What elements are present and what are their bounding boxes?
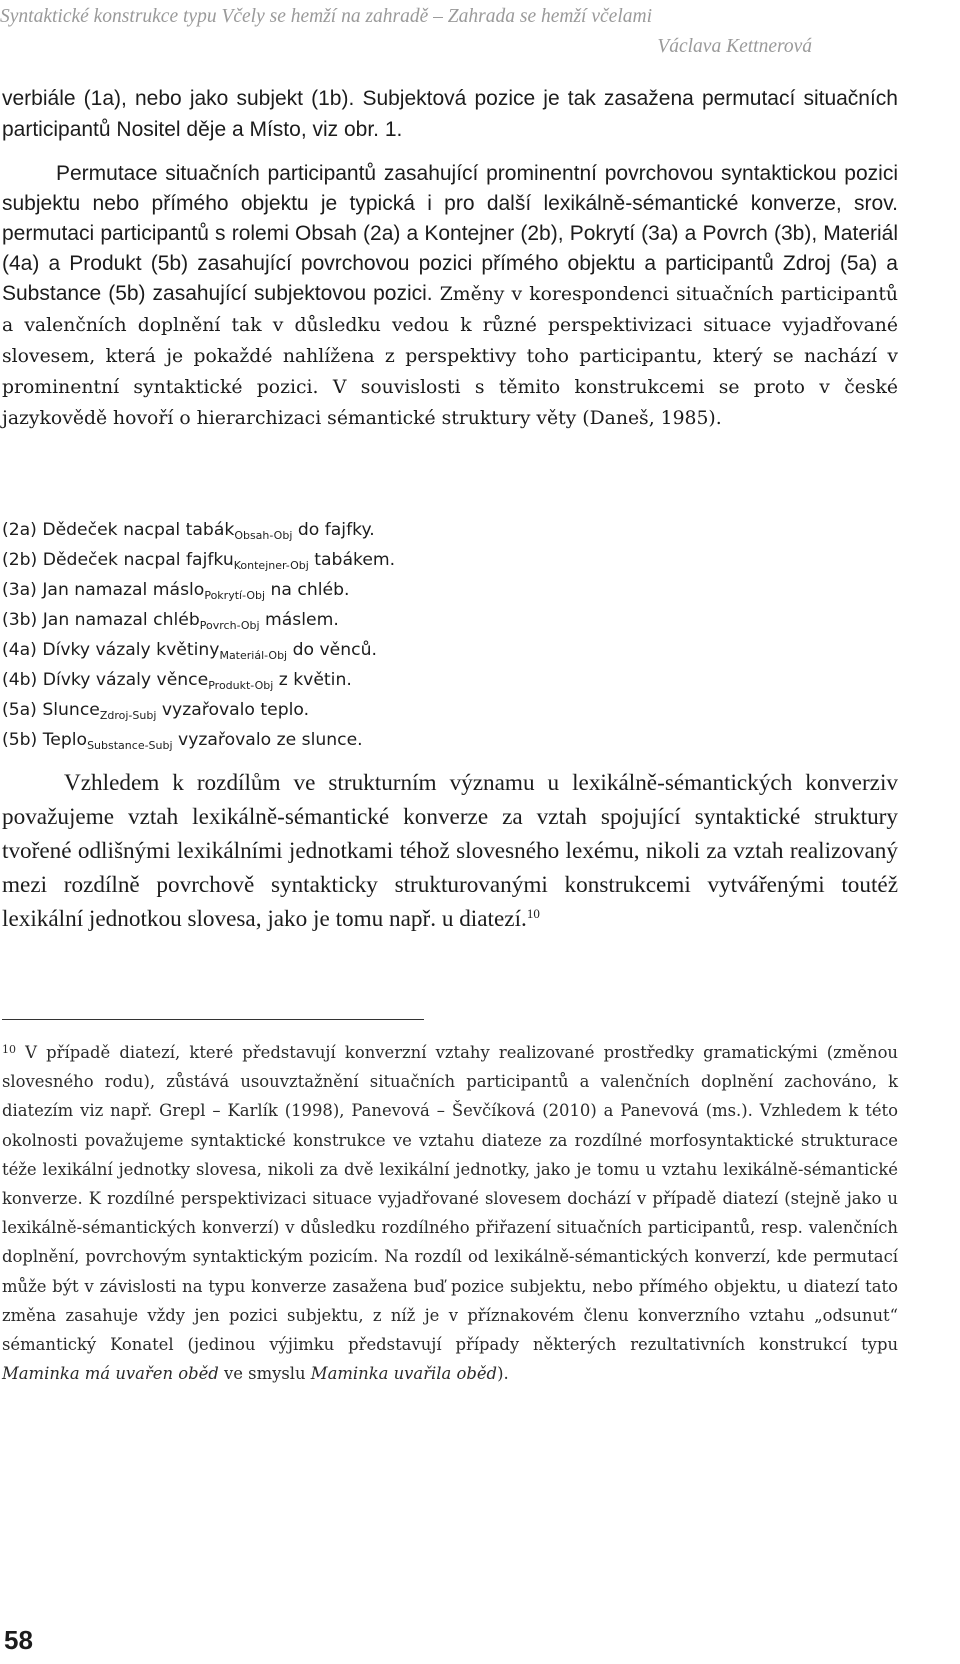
header-title: Syntaktické konstrukce typu Včely se hemží na zahradě – Zahrada se hemží včelami <box>0 6 652 27</box>
page-number: 58 <box>4 1625 33 1655</box>
paragraph-continuation: verbiále (1a), nebo jako subjekt (1b). Subjektová pozice je tak zasažena permutací situačních participantů Nositel děje a Místo, viz obr. 1. <box>2 87 898 141</box>
footnote-10: $^{10}$ V případě diatezí, které představují konverzní vztahy realizované prostředky gramatickými (změnou slovesného rodu), zůstává usouvztažnění situačních participantů a valenčních doplnění zachováno, k diatezím viz např. Grepl – Karlík (1998), Panevová – Ševčíková (2010) a Panevová (ms.). Vzhledem k této okolnosti považujeme syntaktické konstrukce ve vztahu diateze za rozdílné morfosyntaktické strukturace téže lexikální jednotky slovesa, nikoli za dvě lexikální jednotky, jako je tomu u vztahu lexikálně-sémantické konverze. K rozdílné perspektivizaci situace vyjadřované slovesem dochází v případě diatezí (stejně jako u lexikálně-sémantických konverzí) v důsledku rozdílného přiřazení situačních participantů, resp. valenčních doplnění, povrchovým syntaktickým pozicím. Na rozdíl od lexikálně-sémantických konverzí, kde permutací může být v závislosti na typu konverze zasažena buď pozice subjektu, nebo přímého objektu, u diatezí tato změna zasahuje vždy jen pozici subjektu, z níž je v příznakovém členu konverzního vztahu „odsunut“ sémantický Konatel (jedinou výjimku představují případy některých rezultativních konstrukcí typu Maminka má uvařen oběd ve smyslu Maminka uvařila oběd). <box>2 1043 898 1384</box>
example-list <box>2 515 702 755</box>
example-3a: (3a) Jan namazal máslo$_{Pokrytí-Obj}$ na chléb. <box>2 580 350 602</box>
footnote-reference[interactable]: 10 <box>526 906 540 921</box>
footnote-number: 10 <box>2 1043 16 1056</box>
header-author: Václava Kettnerová <box>657 36 812 57</box>
running-header <box>0 2 812 62</box>
paragraph-permutation <box>2 159 898 434</box>
example-3b: (3b) Jan namazal chléb$_{Povrch-Obj}$ máslem. <box>2 610 339 632</box>
footnote-divider <box>2 1019 424 1020</box>
example-5a: (5a) Slunce$_{Zdroj-Subj}$ vyzařovalo teplo. <box>2 700 310 722</box>
example-4b: (4b) Dívky vázaly věnce$_{Produkt-Obj}$ z květin. <box>2 670 352 692</box>
example-5b: (5b) Teplo$_{Substance-Subj}$ vyzařovalo ze slunce. <box>2 730 363 752</box>
paragraph-permutation-part1: Permutace situačních participantů zasahující prominentní povrchovou syntaktickou pozici subjektu nebo přímého objektu je typická i pro další lexikálně-sémantické konverze, srov. permutaci participantů s rolemi Obsah (2a) a Kontejner (2b), Pokrytí (3a) a Povrch (3b), Materiál (4a) a Produkt (5b) zasahující povrchovou pozici přímého objektu a participantů Zdroj (5a) a Substance (5b) zasahující subjektovou pozici. <box>2 162 898 305</box>
example-2b: (2b) Dědeček nacpal fajfku$_{Kontejner-Obj}$ tabákem. <box>2 550 396 572</box>
paragraph-permutation-part2: Změny v korespondenci situačních participantů a valenčních doplnění tak v důsledku vedou k různé perspektivizaci situace vyjadřované slovesem, která je pokaždé nahlížena z perspektivy toho participantu, který se nachází v prominentní syntaktické pozici. V souvislosti s těmito konstrukcemi se proto v české jazykovědě hovoří o hierarchizaci sémantické struktury věty (Daneš, 1985). <box>2 284 899 429</box>
example-2a: (2a) Dědeček nacpal tabák$_{Obsah-Obj}$ do fajfky. <box>2 520 375 542</box>
paragraph-conversion-text: Vzhledem k rozdílům ve strukturním významu u lexikálně-sémantických konverziv považujeme vztah lexikálně-sémantické konverze za vztah spojující syntaktické struktury tvořené odlišnými lexikálními jednotkami téhož slovesného lexému, nikoli za vztah realizovaný mezi rozdílně povrchově syntakticky strukturovanými konstrukcemi vytvářenými toutéž lexikální jednotkou slovesa, jako je tomu např. u diatezí. <box>2 770 898 932</box>
example-4a: (4a) Dívky vázaly květiny$_{Materiál-Obj}$ do věnců. <box>2 640 377 662</box>
paragraph-conversion <box>2 766 898 936</box>
